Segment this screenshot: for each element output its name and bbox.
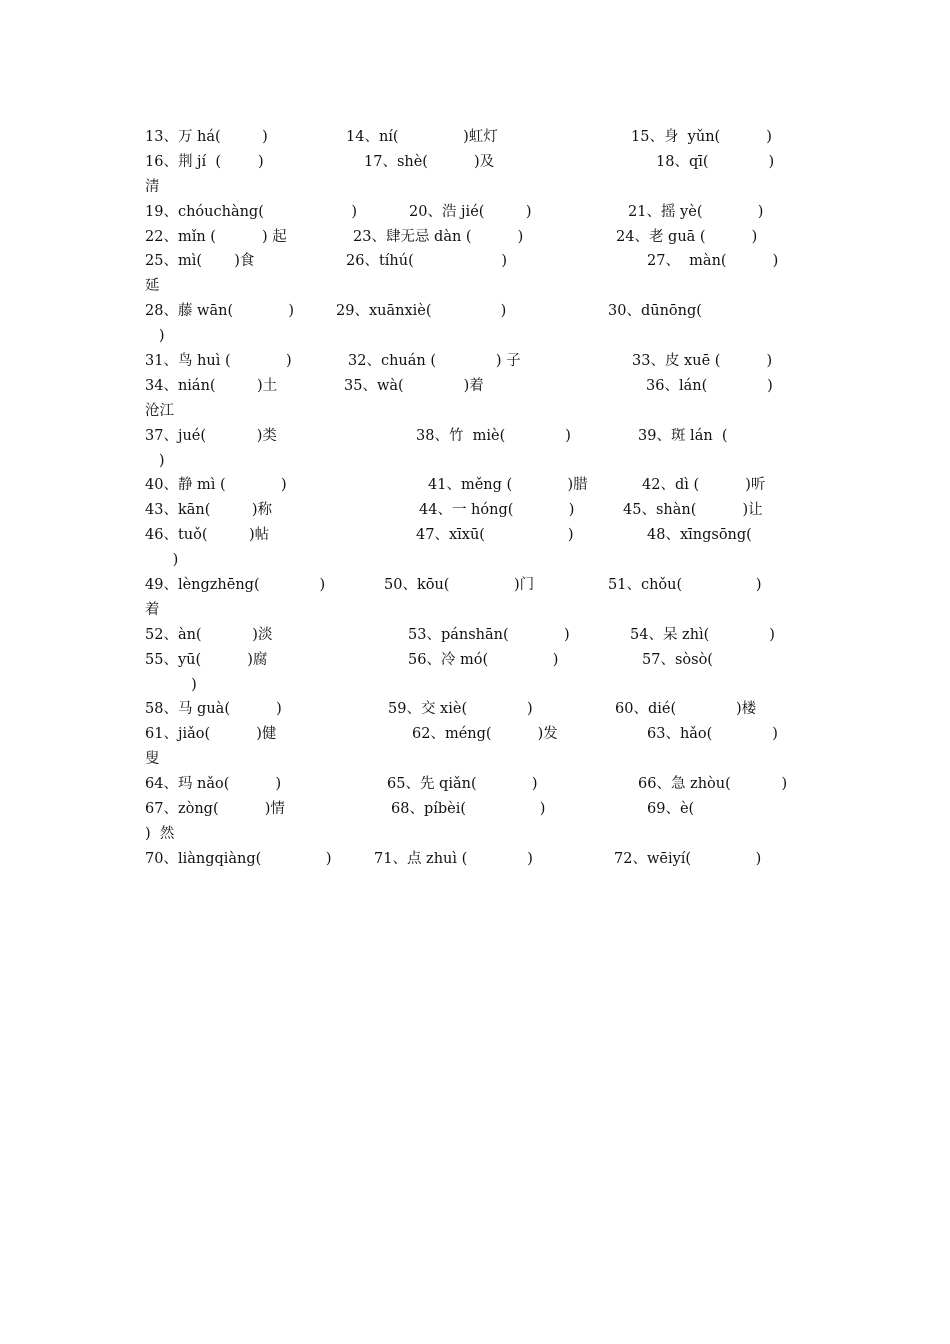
worksheet-line xyxy=(145,299,810,324)
item-21: 21、摇 yè( ) xyxy=(628,203,764,220)
worksheet-line xyxy=(145,847,810,872)
item-56: 56、冷 mó( ) xyxy=(408,651,559,668)
worksheet-line xyxy=(145,324,810,349)
item-52: 52、àn( )淡 xyxy=(145,626,273,643)
item-30: 30、dūnōng( xyxy=(608,303,702,320)
item-45: 45、shàn( )让 xyxy=(623,502,763,519)
item-61: 61、jiǎo( )健 xyxy=(145,726,277,743)
item-50: 50、kōu( )门 xyxy=(384,577,535,594)
item-53: 53、pánshān( ) xyxy=(408,626,570,643)
item-24: 24、老 guā ( ) xyxy=(616,228,758,245)
item-49: 49、lèngzhēng( ) xyxy=(145,577,326,594)
worksheet-line xyxy=(145,374,810,399)
worksheet-line xyxy=(145,150,810,175)
item-39: 39、斑 lán ( xyxy=(638,427,728,444)
item-69: 69、è( xyxy=(647,801,695,818)
item-27-continued: 延 xyxy=(145,278,160,295)
item-26: 26、tíhú( ) xyxy=(346,253,507,270)
item-38: 38、竹 miè( ) xyxy=(416,427,571,444)
item-33: 33、皮 xuē ( ) xyxy=(632,353,773,370)
item-25: 25、mì( )食 xyxy=(145,253,255,270)
worksheet-line xyxy=(145,424,810,449)
item-65: 65、先 qiǎn( ) xyxy=(387,776,538,793)
item-22: 22、mǐn ( ) 起 xyxy=(145,228,287,245)
item-46: 46、tuǒ( )帖 xyxy=(145,527,270,544)
item-57-continued: ) xyxy=(145,676,197,693)
item-35: 35、wà( )着 xyxy=(344,377,484,394)
item-29: 29、xuānxiè( ) xyxy=(336,303,507,320)
item-41: 41、měng ( )腊 xyxy=(428,477,588,494)
item-28: 28、藤 wān( ) xyxy=(145,303,295,320)
item-37: 37、jué( )类 xyxy=(145,427,277,444)
item-59: 59、交 xiè( ) xyxy=(388,701,533,718)
item-30-continued: ) xyxy=(145,328,165,345)
worksheet-line xyxy=(145,772,810,797)
worksheet-line xyxy=(145,623,810,648)
item-36-continued: 沧江 xyxy=(145,402,174,419)
item-70: 70、liàngqiàng( ) xyxy=(145,850,332,867)
worksheet-line xyxy=(145,125,810,150)
worksheet-line xyxy=(145,399,810,424)
item-39-continued: ) xyxy=(145,452,165,469)
worksheet-line xyxy=(145,274,810,299)
item-48-continued: ) xyxy=(145,552,179,569)
worksheet-line xyxy=(145,747,810,772)
worksheet xyxy=(145,125,810,872)
item-44: 44、一 hóng( ) xyxy=(419,502,575,519)
item-15: 15、身 yǔn( ) xyxy=(631,129,772,145)
item-57: 57、sòsò( xyxy=(642,651,713,668)
worksheet-line xyxy=(145,175,810,200)
item-40: 40、静 mì ( ) xyxy=(145,477,287,494)
worksheet-line xyxy=(145,523,810,548)
worksheet-line xyxy=(145,673,810,698)
item-63: 63、hǎo( ) xyxy=(647,726,778,743)
item-17: 17、shè( )及 xyxy=(364,153,495,170)
item-27: 27、 màn( ) xyxy=(647,253,779,270)
item-13: 13、万 há( ) xyxy=(145,129,268,145)
item-16: 16、荆 jí ( ) xyxy=(145,153,264,170)
item-68: 68、píbèi( ) xyxy=(391,801,546,818)
item-42: 42、dì ( )听 xyxy=(642,477,766,494)
worksheet-line xyxy=(145,473,810,498)
item-23: 23、肆无忌 dàn ( ) xyxy=(353,228,524,245)
item-54: 54、呆 zhì( ) xyxy=(630,626,775,643)
item-63-continued: 叟 xyxy=(145,751,160,768)
worksheet-line xyxy=(145,349,810,374)
worksheet-line xyxy=(145,249,810,274)
worksheet-line xyxy=(145,697,810,722)
item-60: 60、dié( )楼 xyxy=(615,701,757,718)
worksheet-line xyxy=(145,822,810,847)
item-14: 14、ní( )虹灯 xyxy=(346,129,498,145)
worksheet-line xyxy=(145,200,810,225)
item-36: 36、lán( ) xyxy=(646,377,773,394)
item-31: 31、鸟 huì ( ) xyxy=(145,353,292,370)
worksheet-line xyxy=(145,722,810,747)
item-67: 67、zòng( )情 xyxy=(145,801,285,818)
worksheet-line xyxy=(145,797,810,822)
worksheet-line xyxy=(145,449,810,474)
item-48: 48、xīngsōng( xyxy=(647,527,752,544)
item-51: 51、chǒu( ) xyxy=(608,577,762,594)
item-43: 43、kān( )称 xyxy=(145,502,273,519)
item-18-continued: 清 xyxy=(145,178,160,195)
item-62: 62、méng( )发 xyxy=(412,726,558,743)
item-47: 47、xīxū( ) xyxy=(416,527,574,544)
worksheet-line xyxy=(145,598,810,623)
item-71: 71、点 zhuì ( ) xyxy=(374,850,533,867)
worksheet-line xyxy=(145,648,810,673)
item-34: 34、nián( )土 xyxy=(145,377,278,394)
item-51-continued: 着 xyxy=(145,601,160,618)
item-20: 20、浩 jié( ) xyxy=(409,203,532,220)
item-64: 64、玛 nǎo( ) xyxy=(145,776,282,793)
worksheet-line xyxy=(145,498,810,523)
item-72: 72、wēiyí( ) xyxy=(614,850,762,867)
item-66: 66、急 zhòu( ) xyxy=(638,776,788,793)
item-32: 32、chuán ( ) 子 xyxy=(348,353,521,370)
item-58: 58、马 guà( ) xyxy=(145,701,282,718)
worksheet-line xyxy=(145,573,810,598)
item-19: 19、chóuchàng( ) xyxy=(145,203,358,220)
item-55: 55、yū( )腐 xyxy=(145,651,268,668)
worksheet-line xyxy=(145,548,810,573)
item-18: 18、qī( ) xyxy=(656,153,775,170)
worksheet-line xyxy=(145,225,810,250)
item-69-continued: ) 然 xyxy=(145,825,175,842)
